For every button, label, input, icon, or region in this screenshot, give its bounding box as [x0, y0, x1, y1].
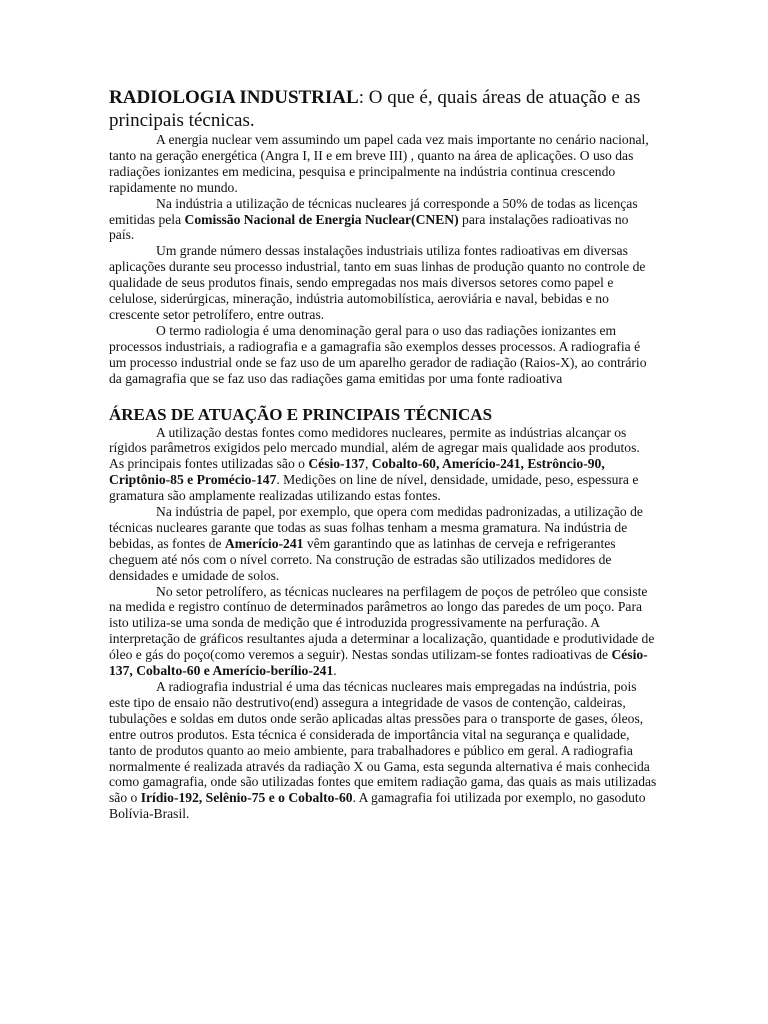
bold-text: Comissão Nacional de Energia Nuclear(CNEN)	[184, 211, 459, 227]
bold-text: Césio-137, Cobalto-60 e Amerício-berílio-241	[109, 647, 648, 679]
text-run: Na indústria a utilização de técnicas nucleares já corresponde a 50% de todas as licenças emitidas pela	[109, 195, 638, 227]
bold-text: Amerício-241	[224, 535, 304, 551]
paragraph	[109, 243, 657, 323]
paragraph	[109, 323, 657, 387]
paragraph	[109, 196, 657, 244]
section-body	[109, 425, 657, 823]
title-bold: RADIOLOGIA INDUSTRIAL	[109, 87, 359, 108]
section-heading: ÁREAS DE ATUAÇÃO E PRINCIPAIS TÉCNICAS	[109, 404, 493, 424]
text-run: ,	[364, 456, 372, 472]
paragraph	[109, 679, 657, 822]
text-run: A utilização destas fontes como medidores nucleares, permite as indústrias alcançar os rígidos parâmetros exigidos pelo mercado mundial, além de agregar mais qualidade aos produtos. As principais fontes utilizadas são o	[109, 424, 640, 472]
text-run: A energia nuclear vem assumindo um papel cada vez mais importante no cenário nacional, tanto na geração energética (Angra I, II e em breve III) , quanto na área de aplicações. O uso das radiações ionizantes em medicina, pesquisa e principalmente na indústria continua crescendo rapidamente no mundo.	[109, 132, 649, 195]
paragraph	[109, 584, 657, 679]
paragraph	[109, 132, 657, 196]
intro-section	[109, 132, 657, 387]
bold-text: Césio-137	[308, 456, 365, 472]
text-run: para instalações radioativas no país.	[109, 211, 629, 243]
text-run: . A gamagrafia foi utilizada por exemplo, no gasoduto Bolívia-Brasil.	[109, 790, 646, 822]
text-run: Um grande número dessas instalações industriais utiliza fontes radioativas em diversas aplicações durante seu processo industrial, tanto em suas linhas de produção quanto no controle de qualidade de seus produtos finais, sendo empregadas nos mais diversos setores como papel e celulose, siderúrgicas, mineração, indústria automobilística, aeroviária e naval, bebidas e no crescente setor petrolífero, entre outras.	[109, 243, 646, 322]
bold-text: Irídio-192, Selênio-75 e o Cobalto-60	[140, 790, 353, 806]
text-run: .	[333, 663, 337, 679]
paragraph	[109, 425, 657, 505]
text-run: . Medições on line de nível, densidade, umidade, peso, espessura e gramatura são amplamente realizadas utilizando estas fontes.	[109, 472, 639, 504]
text-run: Na indústria de papel, por exemplo, que opera com medidas padronizadas, a utilização de técnicas nucleares garante que todas as suas folhas tenham a mesma gramatura. Na indústria de bebidas, as fontes de	[109, 504, 643, 551]
bold-text: Cobalto-60, Amerício-241, Estrôncio-90, Criptônio-85 e Promécio-147	[109, 456, 605, 488]
document-page	[109, 86, 657, 822]
text-run: A radiografia industrial é uma das técnicas nucleares mais empregadas na indústria, pois este tipo de ensaio não destrutivo(end) assegura a integridade de vasos de contenção, caldeiras, tubulações e soldas em dutos onde serão aplicadas altas pressões para o transporte de gases, óleos, entre outros produtos. Esta técnica é considerada de importância vital na segurança e qualidade, tanto de produtos quanto ao meio ambiente, para trabalhadores e público em geral. A radiografia normalmente é realizada através da radiação X ou Gama, esta segunda alternativa é mais conhecida como gamagrafia, onde são utilizadas fontes que emitem radiação gama, das quais as mais utilizadas são o	[109, 679, 657, 806]
text-run: O termo radiologia é uma denominação geral para o uso das radiações ionizantes em processos industriais, a radiografia e a gamagrafia são exemplos desses processos. A radiografia é um processo industrial onde se faz uso de um aparelho gerador de radiação (Raios-X), ao contrário da gamagrafia que se faz uso das radiações gama emitidas por uma fonte radioativa	[109, 322, 647, 386]
title-subtitle: : O que é, quais áreas de atuação e as principais técnicas.	[109, 87, 641, 131]
paragraph	[109, 504, 657, 584]
document-title	[109, 86, 657, 132]
text-run: vêm garantindo que as latinhas de cerveja e refrigerantes cheguem até nós com o nível correto. Na construção de estradas são utilizados medidores de densidades e umidade de solos.	[109, 535, 616, 583]
text-run: No setor petrolífero, as técnicas nucleares na perfilagem de poços de petróleo que consiste na medida e registro contínuo de determinados parâmetros ao longo das paredes de um poço. Para isto utiliza-se uma sonda de medição que é introduzida progressivamente na perfuração. A interpretação de gráficos resultantes ajuda a determinar a localização, quantidade e produtividade de óleo e gás do poço(como veremos a seguir). Nestas sondas utilizam-se fontes radioativas de	[109, 583, 655, 663]
